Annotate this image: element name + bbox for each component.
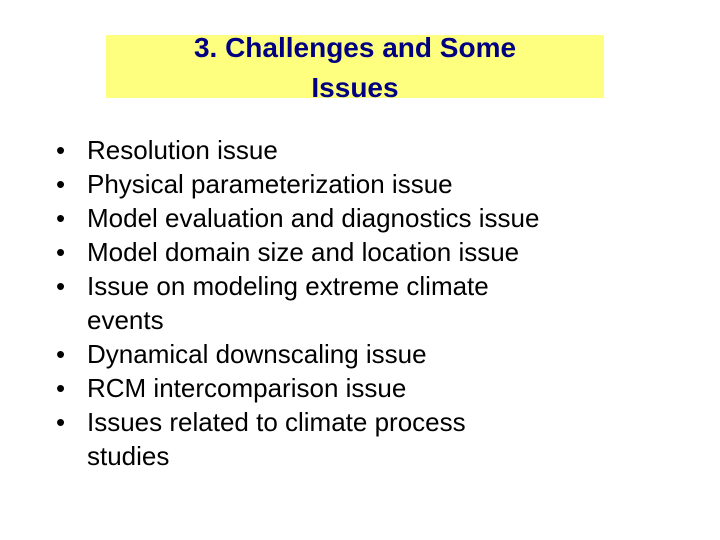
list-item-text: Resolution issue: [87, 135, 278, 165]
list-item: [0, 405, 720, 473]
bullet-icon: •: [56, 237, 66, 267]
slide-title: [106, 28, 604, 108]
bullet-icon: •: [56, 373, 66, 403]
list-item: [0, 337, 720, 371]
bullet-icon: •: [56, 203, 66, 233]
list-item-text: Model evaluation and diagnostics issue: [87, 203, 540, 233]
list-item-text: events: [87, 305, 164, 335]
list-item: [0, 235, 720, 269]
bullet-icon: •: [56, 169, 66, 199]
bullet-list: [0, 133, 720, 473]
list-item-text: RCM intercomparison issue: [87, 373, 407, 403]
slide-title-line-2: Issues: [311, 72, 399, 103]
list-item: [0, 269, 720, 337]
list-item: [0, 167, 720, 201]
list-item-text: Physical parameterization issue: [87, 169, 453, 199]
bullet-icon: •: [56, 339, 66, 369]
list-item-text: Issue on modeling extreme climate: [87, 271, 489, 301]
bullet-icon: •: [56, 135, 66, 165]
list-item-text: Issues related to climate process: [87, 407, 466, 437]
list-item: [0, 371, 720, 405]
list-item: [0, 201, 720, 235]
list-item-text: Dynamical downscaling issue: [87, 339, 427, 369]
bullet-icon: •: [56, 271, 66, 301]
list-item: [0, 133, 720, 167]
list-item-text: studies: [87, 441, 170, 471]
list-item-text: Model domain size and location issue: [87, 237, 520, 267]
bullet-icon: •: [56, 407, 66, 437]
slide-title-line-1: 3. Challenges and Some: [193, 32, 517, 63]
